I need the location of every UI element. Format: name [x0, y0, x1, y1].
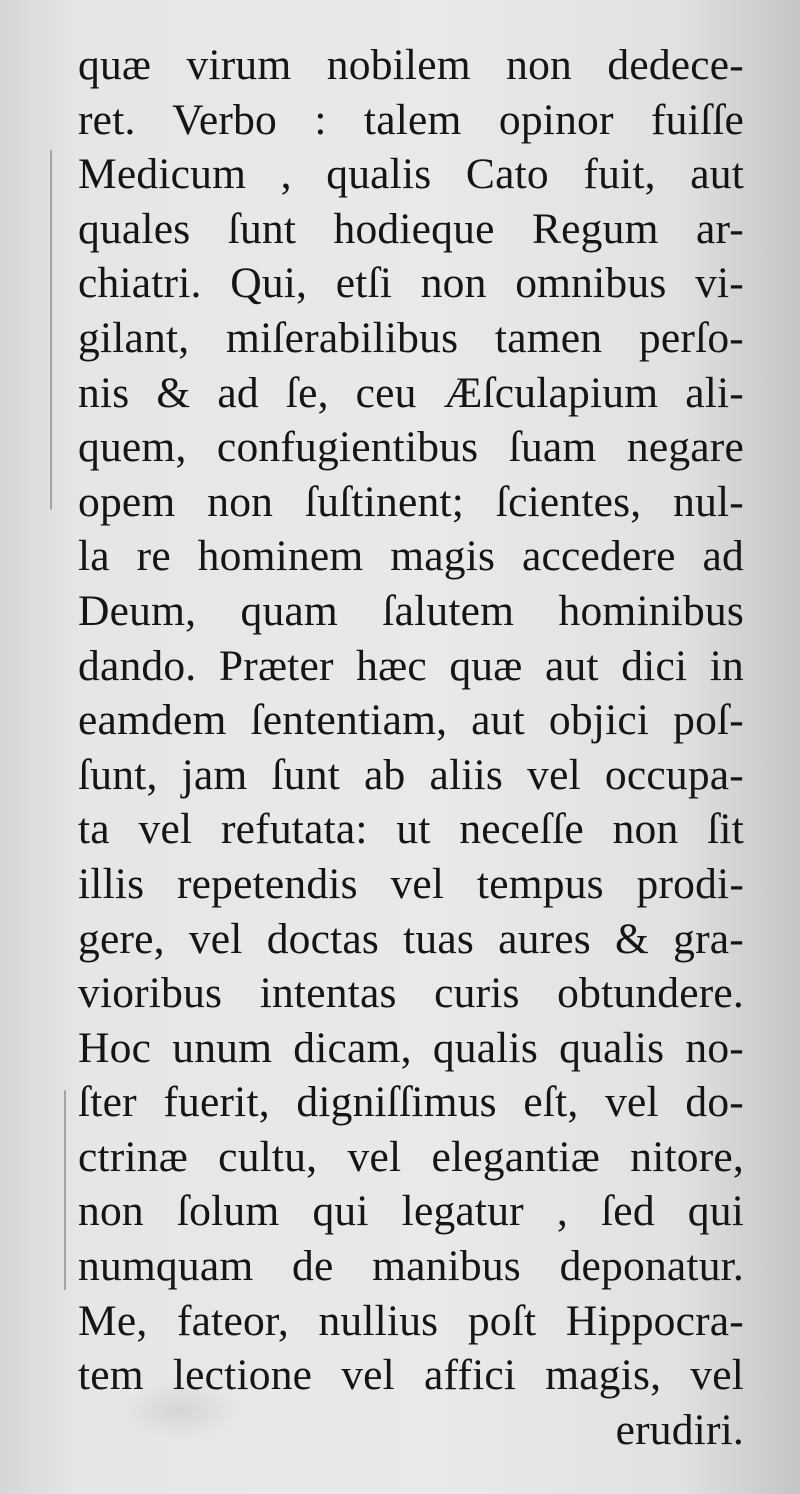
text-line: ret. Verbo : talem opinor fuiſſe: [78, 95, 744, 144]
text-line: opem non ſuſtinent; ſcientes, nul-: [78, 477, 744, 526]
text-line: ſunt, jam ſunt ab aliis vel occupa-: [78, 750, 744, 799]
text-line: tem lectione vel affici magis, vel: [78, 1351, 744, 1400]
text-line: ſter fuerit, digniſſimus eſt, vel do-: [78, 1078, 744, 1127]
text-line: dando. Præter hæc quæ aut dici in: [78, 641, 744, 690]
text-line: la re hominem magis accedere ad: [78, 532, 744, 581]
body-text: [78, 38, 744, 1457]
text-line: vioribus intentas curis obtundere.: [78, 969, 744, 1018]
margin-bracket-mark: [50, 150, 52, 510]
text-line: gere, vel doctas tuas aures & gra-: [78, 914, 744, 963]
text-line: chiatri. Qui, etſi non omnibus vi-: [78, 259, 744, 308]
text-line: Deum, quam ſalutem hominibus: [78, 586, 744, 635]
margin-bracket-mark: [64, 1090, 66, 1290]
text-line: nis & ad ſe, ceu Æſculapium ali-: [78, 368, 744, 417]
text-line: quales ſunt hodieque Regum ar-: [78, 204, 744, 253]
text-line: Hoc unum dicam, qualis qualis no-: [78, 1023, 744, 1072]
text-line: quem, confugientibus ſuam negare: [78, 423, 744, 472]
text-line-final: erudiri.: [615, 1405, 744, 1454]
text-line: quæ virum nobilem non dedece-: [78, 41, 744, 89]
text-line: numquam de manibus deponatur.: [78, 1242, 744, 1291]
text-line: eamdem ſententiam, aut objici poſ-: [78, 696, 744, 745]
text-line: ctrinæ cultu, vel elegantiæ nitore,: [78, 1132, 744, 1181]
text-line: ta vel refutata: ut neceſſe non ſit: [78, 805, 744, 854]
text-line: illis repetendis vel tempus prodi-: [78, 859, 744, 908]
text-line: gilant, miſerabilibus tamen perſo-: [78, 313, 744, 362]
text-line: Medicum , qualis Cato fuit, aut: [78, 150, 744, 199]
text-line: Me, fateor, nullius poſt Hippocra-: [78, 1296, 744, 1345]
text-line: non ſolum qui legatur , ſed qui: [78, 1187, 744, 1236]
